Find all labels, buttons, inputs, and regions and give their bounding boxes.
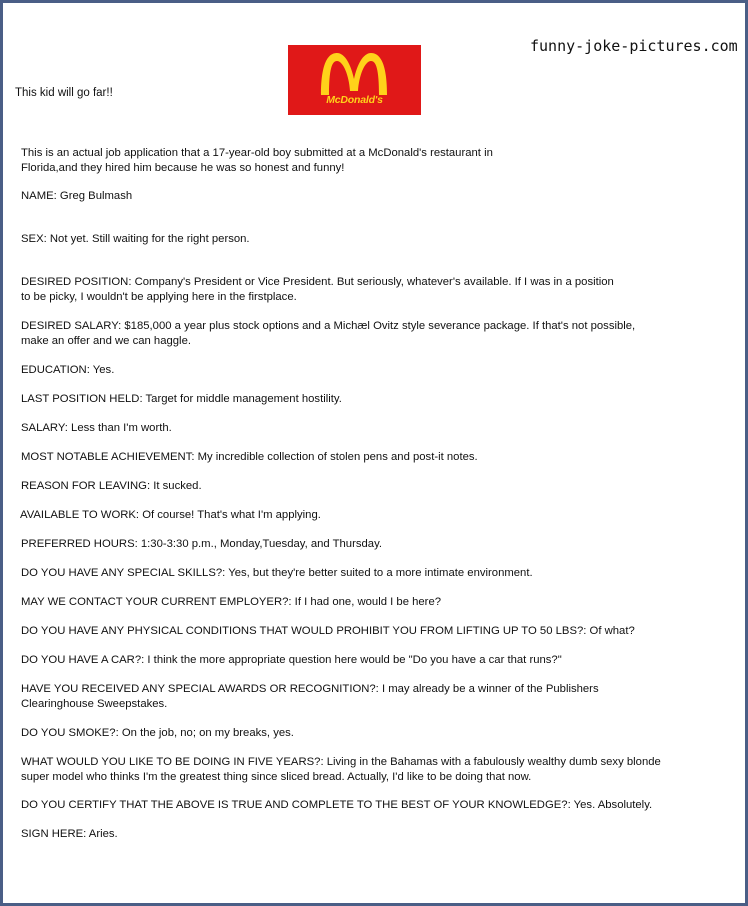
application-entry: NAME: Greg Bulmash	[21, 190, 133, 202]
application-entry: LAST POSITION HELD: Target for middle management hostility.	[21, 393, 342, 405]
application-body	[20, 146, 721, 840]
application-entry: SALARY: Less than I'm worth.	[21, 422, 172, 434]
logo-wordmark: McDonald's	[326, 94, 383, 106]
mcdonalds-logo	[288, 45, 421, 115]
application-entry: MAY WE CONTACT YOUR CURRENT EMPLOYER?: If I had one, would I be here?	[21, 596, 442, 608]
application-entry: HAVE YOU RECEIVED ANY SPECIAL AWARDS OR RECOGNITION?: I may already be a winner of the Publishers Clearinghouse Sweepstakes.	[21, 683, 599, 710]
application-entry: SEX: Not yet. Still waiting for the right person.	[21, 233, 250, 245]
application-entry: DO YOU HAVE ANY SPECIAL SKILLS?: Yes, but they're better suited to a more intimate environment.	[21, 567, 533, 579]
intro-paragraph: This is an actual job application that a 17-year-old boy submitted at a McDonald's restaurant in Florida,and they hired him because he was so honest and funny!	[21, 147, 493, 174]
application-entry: AVAILABLE TO WORK: Of course! That's what I'm applying.	[20, 509, 321, 521]
application-entry: DESIRED SALARY: $185,000 a year plus stock options and a Michæl Ovitz style severance package. If that's not possible, make an offer and we can haggle.	[21, 320, 636, 347]
application-entry: DO YOU HAVE A CAR?: I think the more appropriate question here would be "Do you have a car that runs?"	[21, 654, 562, 666]
application-entry: WHAT WOULD YOU LIKE TO BE DOING IN FIVE YEARS?: Living in the Bahamas with a fabulously wealthy dumb sexy blonde super model who thinks I'm the greatest thing since sliced bread. Actually, I'd like to be doing that now.	[21, 756, 661, 783]
application-entry: PREFERRED HOURS: 1:30-3:30 p.m., Monday,Tuesday, and Thursday.	[21, 538, 383, 550]
application-entry: DO YOU CERTIFY THAT THE ABOVE IS TRUE AND COMPLETE TO THE BEST OF YOUR KNOWLEDGE?: Yes. Absolutely.	[21, 799, 653, 811]
application-entry: DO YOU SMOKE?: On the job, no; on my breaks, yes.	[21, 727, 294, 739]
application-entry: SIGN HERE: Aries.	[21, 828, 118, 840]
application-entry: DO YOU HAVE ANY PHYSICAL CONDITIONS THAT WOULD PROHIBIT YOU FROM LIFTING UP TO 50 LBS?: Of what?	[21, 625, 635, 637]
application-entry: EDUCATION: Yes.	[21, 364, 115, 376]
application-entry: DESIRED POSITION: Company's President or Vice President. But seriously, whatever's available. If I was in a position to be picky, I wouldn't be applying here in the firstplace.	[21, 276, 614, 303]
tagline: This kid will go far!!	[15, 87, 113, 99]
application-entry: MOST NOTABLE ACHIEVEMENT: My incredible collection of stolen pens and post-it notes.	[21, 451, 478, 463]
application-entry: REASON FOR LEAVING: It sucked.	[21, 480, 202, 492]
watermark-text: funny-joke-pictures.com	[530, 37, 738, 55]
